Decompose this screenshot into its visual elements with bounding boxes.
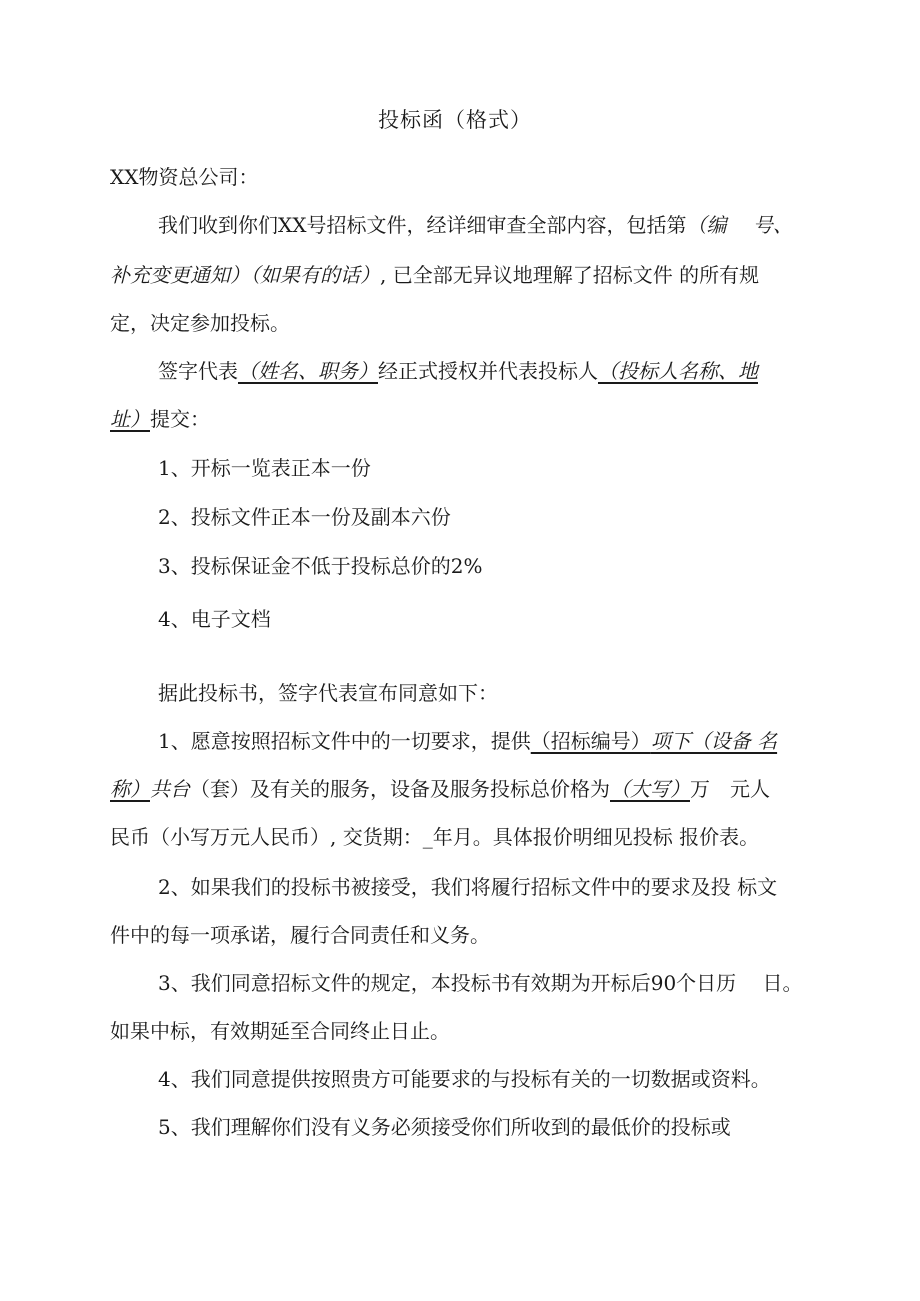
salutation: XX物资总公司：	[110, 165, 259, 189]
equipment-field-cont: 称）	[110, 777, 150, 801]
p3-line-2: 如果中标，有效期延至合同终止日止。	[110, 1019, 450, 1043]
p4-line: 4、我们同意提供按照贵方可能要求的与投标有关的一切数据或资料。	[158, 1067, 771, 1091]
rep-line-2	[110, 406, 210, 432]
intro-placeholder-2: 补充变更通知）（如果有的话）	[110, 263, 380, 287]
list-item: 4、电子文档	[158, 607, 271, 631]
p1-line-3: 民币（小写万元人民币）, 交货期：_年月。具体报价明细见投标 报价表。	[110, 825, 760, 849]
rep-text: 经正式授权并代表投标人	[378, 359, 598, 383]
p3-line-1: 3、我们同意招标文件的规定，本投标书有效期为开标后90个日历 日。	[158, 971, 803, 995]
rep-name-field: （姓名、职务）	[238, 359, 378, 383]
p1-line-2	[110, 776, 770, 802]
p2-line-1: 2、如果我们的投标书被接受，我们将履行招标文件中的要求及投 标文	[158, 875, 778, 899]
quantity-field: 共台	[150, 777, 190, 801]
p1-text: 1、愿意按照招标文件中的一切要求，提供	[158, 729, 531, 753]
rep-line-1	[158, 358, 758, 384]
p2-line-2: 件中的每一项承诺，履行合同责任和义务。	[110, 923, 490, 947]
p5-line: 5、我们理解你们没有义务必须接受你们所收到的最低价的投标或	[158, 1115, 731, 1139]
list-item: 1、开标一览表正本一份	[158, 456, 371, 480]
p1-text-2: （套）及有关的服务，设备及服务投标总价格为	[190, 777, 610, 801]
intro-line-3: 定，决定参加投标。	[110, 311, 290, 335]
bid-number-field: （招标编号）	[530, 729, 651, 753]
intro-text: 我们收到你们XX号招标文件，经详细审查全部内容，包括第	[158, 213, 687, 237]
intro-placeholder: （编 号、	[686, 213, 793, 237]
p1-text-3: 万 元人	[690, 777, 770, 801]
agree-line: 据此投标书，签字代表宣布同意如下：	[158, 681, 498, 705]
intro-text-2: , 已全部无异议地理解了招标文件 的所有规	[380, 263, 760, 287]
bidder-field: （投标人名称、地	[598, 359, 758, 383]
rep-submit: 提交：	[150, 407, 210, 431]
intro-line-1	[158, 212, 793, 238]
equipment-field: 项下（设备 名	[650, 729, 778, 753]
intro-line-2	[110, 262, 759, 288]
amount-field: （大写）	[610, 777, 690, 801]
rep-label: 签字代表	[158, 359, 238, 383]
list-item: 3、投标保证金不低于投标总价的2%	[158, 554, 483, 578]
p1-line-1	[158, 728, 777, 754]
list-item: 2、投标文件正本一份及副本六份	[158, 505, 451, 529]
bidder-field-cont: 址）	[110, 407, 150, 431]
page-title: 投标函（格式）	[378, 108, 532, 132]
